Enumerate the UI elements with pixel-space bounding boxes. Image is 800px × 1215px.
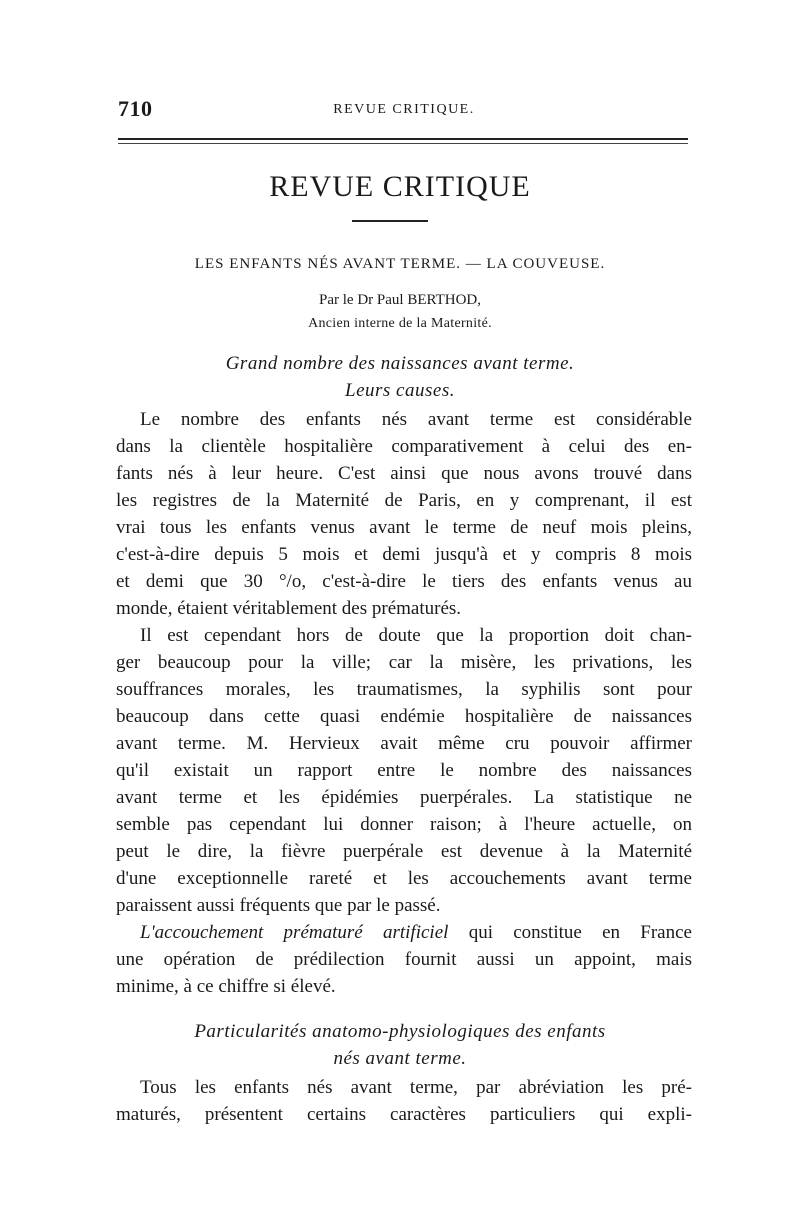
text-line: ger beaucoup pour la ville; car la misère, les privations, les: [116, 652, 692, 673]
main-title: REVUE CRITIQUE: [269, 170, 531, 203]
text-line: beaucoup dans cette quasi endémie hospitalière de naissances: [116, 706, 692, 727]
text-line: [116, 919, 692, 946]
text-fragment: qui constitue en France: [448, 922, 692, 943]
text-line: Tous les enfants nés avant terme, par abréviation les pré-: [140, 1077, 692, 1098]
paragraph-4: [116, 1074, 692, 1128]
section-heading-line: nés avant terme.: [333, 1048, 467, 1069]
section-heading-causes: [0, 350, 800, 404]
running-title: REVUE CRITIQUE.: [333, 102, 475, 117]
text-line: qu'il existait un rapport entre le nombre des naissances: [116, 760, 692, 781]
byline: Par le Dr Paul BERTHOD,: [319, 292, 481, 308]
section-heading-line: Leurs causes.: [345, 380, 455, 401]
header-rule: [118, 138, 688, 140]
paragraph-2: [116, 622, 692, 919]
text-line: avant terme. M. Hervieux avait même cru pouvoir affirmer: [116, 733, 692, 754]
text-line: vrai tous les enfants venus avant le terme de neuf mois pleins,: [116, 517, 692, 538]
article-title: LES ENFANTS NÉS AVANT TERME. — LA COUVEUSE.: [194, 256, 606, 272]
section-heading-line: Particularités anatomo-physiologiques des enfants: [194, 1021, 606, 1042]
page-number: 710: [118, 96, 153, 121]
text-line: minime, à ce chiffre si élevé.: [116, 976, 336, 997]
title-rule: [352, 220, 428, 222]
header-rule-secondary: [118, 143, 688, 144]
italic-term: L'accouchement prématuré artificiel: [140, 922, 449, 943]
text-line: Il est cependant hors de doute que la proportion doit chan-: [140, 625, 692, 646]
text-line: c'est-à-dire depuis 5 mois et demi jusqu'à et y compris 8 mois: [116, 544, 692, 565]
text-line: d'une exceptionnelle rareté et les accouchements avant terme: [116, 868, 692, 889]
paragraph-3: [116, 919, 692, 1000]
author-affiliation: Ancien interne de la Maternité.: [308, 316, 492, 331]
text-line: dans la clientèle hospitalière comparativement à celui des en-: [116, 436, 692, 457]
text-line: fants nés à leur heure. C'est ainsi que nous avons trouvé dans: [116, 463, 692, 484]
section-heading-particularites: [0, 1018, 800, 1072]
text-line: peut le dire, la fièvre puerpérale est devenue à la Maternité: [116, 841, 692, 862]
text-line: souffrances morales, les traumatismes, la syphilis sont pour: [116, 679, 692, 700]
paragraph-1: [116, 406, 692, 622]
text-line: et demi que 30 °/o, c'est-à-dire le tiers des enfants venus au: [116, 571, 692, 592]
text-line: les registres de la Maternité de Paris, en y comprenant, il est: [116, 490, 692, 511]
text-line: avant terme et les épidémies puerpérales. La statistique ne: [116, 787, 692, 808]
text-line: semble pas cependant lui donner raison; à l'heure actuelle, on: [116, 814, 692, 835]
text-line: paraissent aussi fréquents que par le passé.: [116, 895, 441, 916]
text-line: maturés, présentent certains caractères particuliers qui expli-: [116, 1104, 692, 1125]
text-line: une opération de prédilection fournit aussi un appoint, mais: [116, 949, 692, 970]
section-heading-line: Grand nombre des naissances avant terme.: [225, 353, 575, 374]
running-head: [118, 96, 690, 126]
text-line: monde, étaient véritablement des prématurés.: [116, 598, 462, 619]
text-line: Le nombre des enfants nés avant terme est considérable: [140, 409, 692, 430]
